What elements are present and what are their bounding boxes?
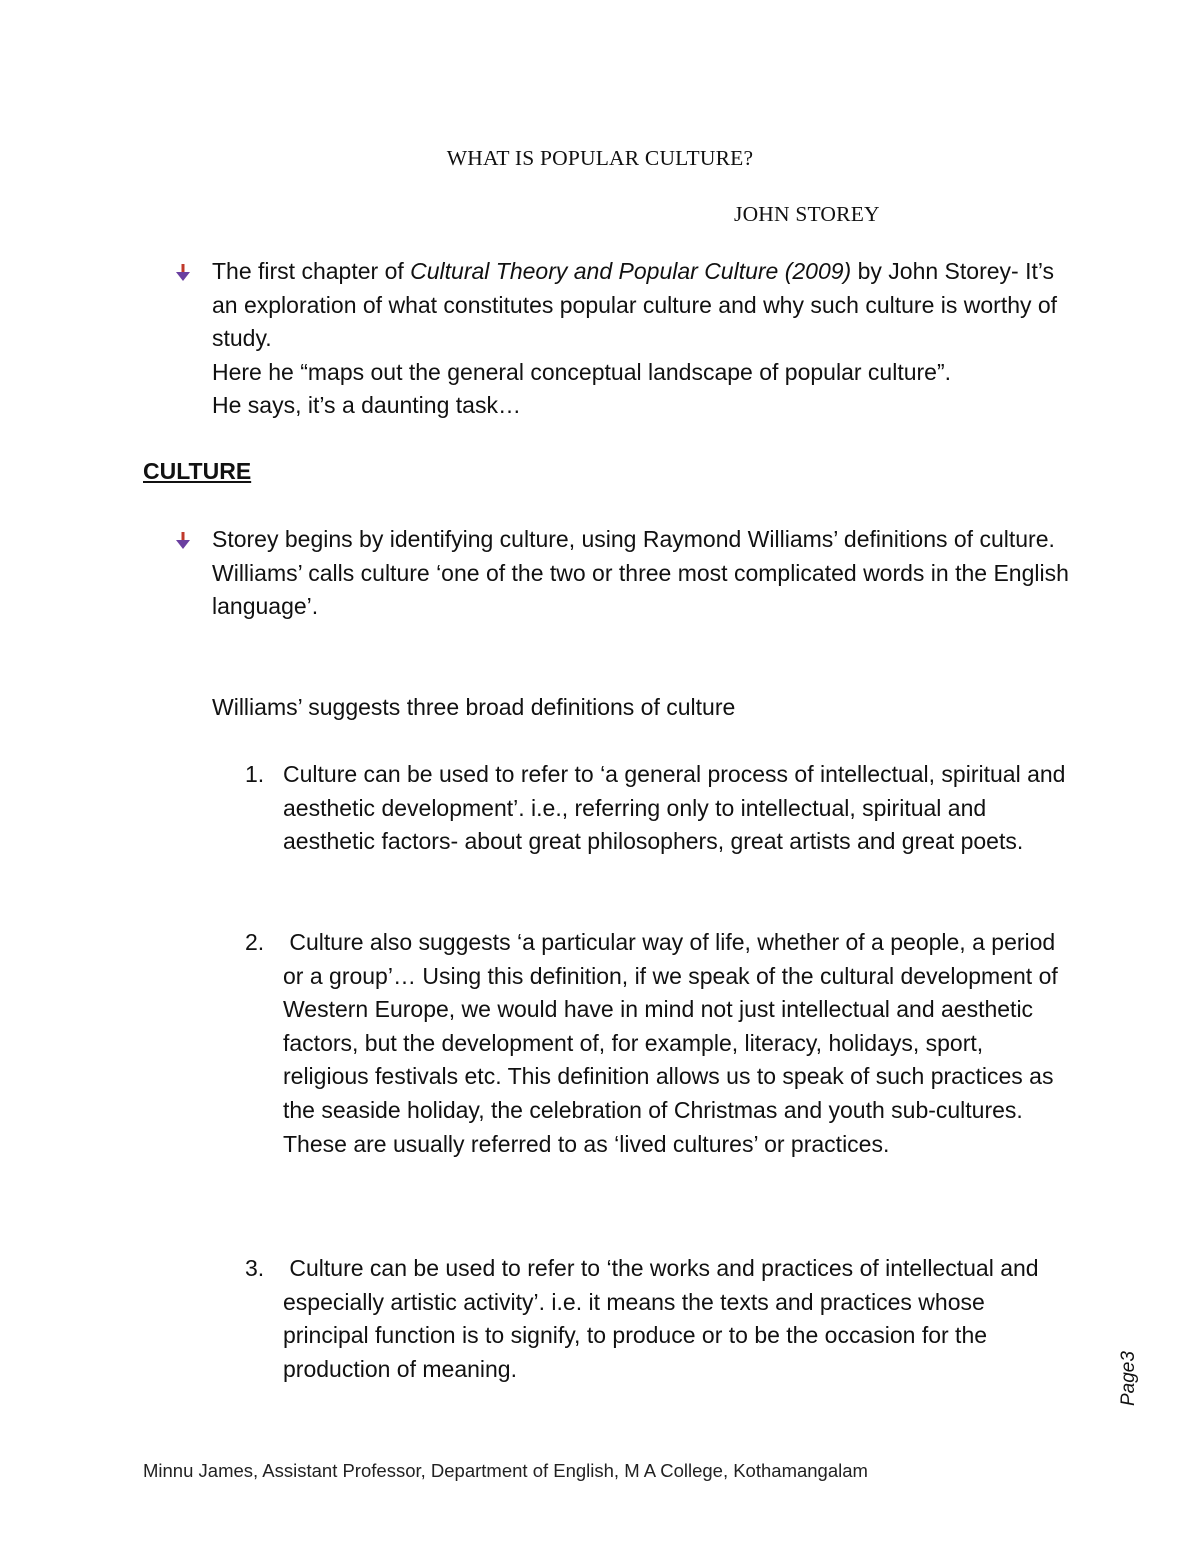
arrow-bullet-icon [175,532,191,550]
culture-line-1: Storey begins by identifying culture, using Raymond Williams’ definitions of culture. [212,526,1055,552]
intro-text-end: by John Storey- It’s an exploration of what constitutes popular culture and why such culture is worthy of study. [212,258,1058,352]
culture-bullet [212,523,1072,624]
definition-text: Culture can be used to refer to ‘the works and practices of intellectual and especially artistic activity’. i.e. it means the texts and practices whose principal function is to signify, to produce or to be the occasion for the production of meaning. [283,1255,1045,1382]
page-footer: Minnu James, Assistant Professor, Department of English, M A College, Kothamangalam [143,1460,868,1481]
section-heading: CULTURE [143,458,252,484]
author-name: JOHN STOREY [734,202,880,226]
arrow-bullet-icon [175,264,191,282]
intro-line-3: He says, it’s a daunting task… [212,392,521,419]
definition-number: 1. [245,761,265,787]
culture-line-2: Williams’ calls culture ‘one of the two or three most complicated words in the English language’. [212,559,1069,620]
intro-bullet [212,255,1072,423]
definition-text: Culture can be used to refer to ‘a general process of intellectual, spiritual and aesthetic development’. i.e., referring only to intellectual, spiritual and aesthetic factors- about great philosophers, great artists and great poets. [283,761,1066,855]
document-title: WHAT IS POPULAR CULTURE? [446,146,754,170]
page-number-label: Page3 [1118,1351,1139,1406]
definitions-intro: Williams’ suggests three broad definitions of culture [212,694,736,720]
intro-text-start: The first chapter of [212,258,411,284]
page-number [1112,1348,1172,1408]
definition-item [245,926,1073,1161]
definition-item [245,758,1073,859]
definition-text: Culture also suggests ‘a particular way of life, whether of a people, a period or a group’… Using this definition, if we speak of the cultural development of Western Europe, we would have in mind not just intellectual and aesthetic factors, but the development of, for example, literacy, holidays, sport, religious festivals etc. This definition allows us to speak of such practices as the seaside holiday, the celebration of Christmas and youth sub-cultures. These are usually referred to as ‘lived cultures’ or practices. [283,929,1065,1157]
definition-number: 3. [245,1255,265,1281]
intro-paragraph [212,255,1072,356]
book-title: Cultural Theory and Popular Culture (2009) [410,258,852,284]
intro-line-2: Here he “maps out the general conceptual landscape of popular culture”. [212,358,952,385]
definition-item [245,1252,1073,1386]
definition-number: 2. [245,929,265,955]
